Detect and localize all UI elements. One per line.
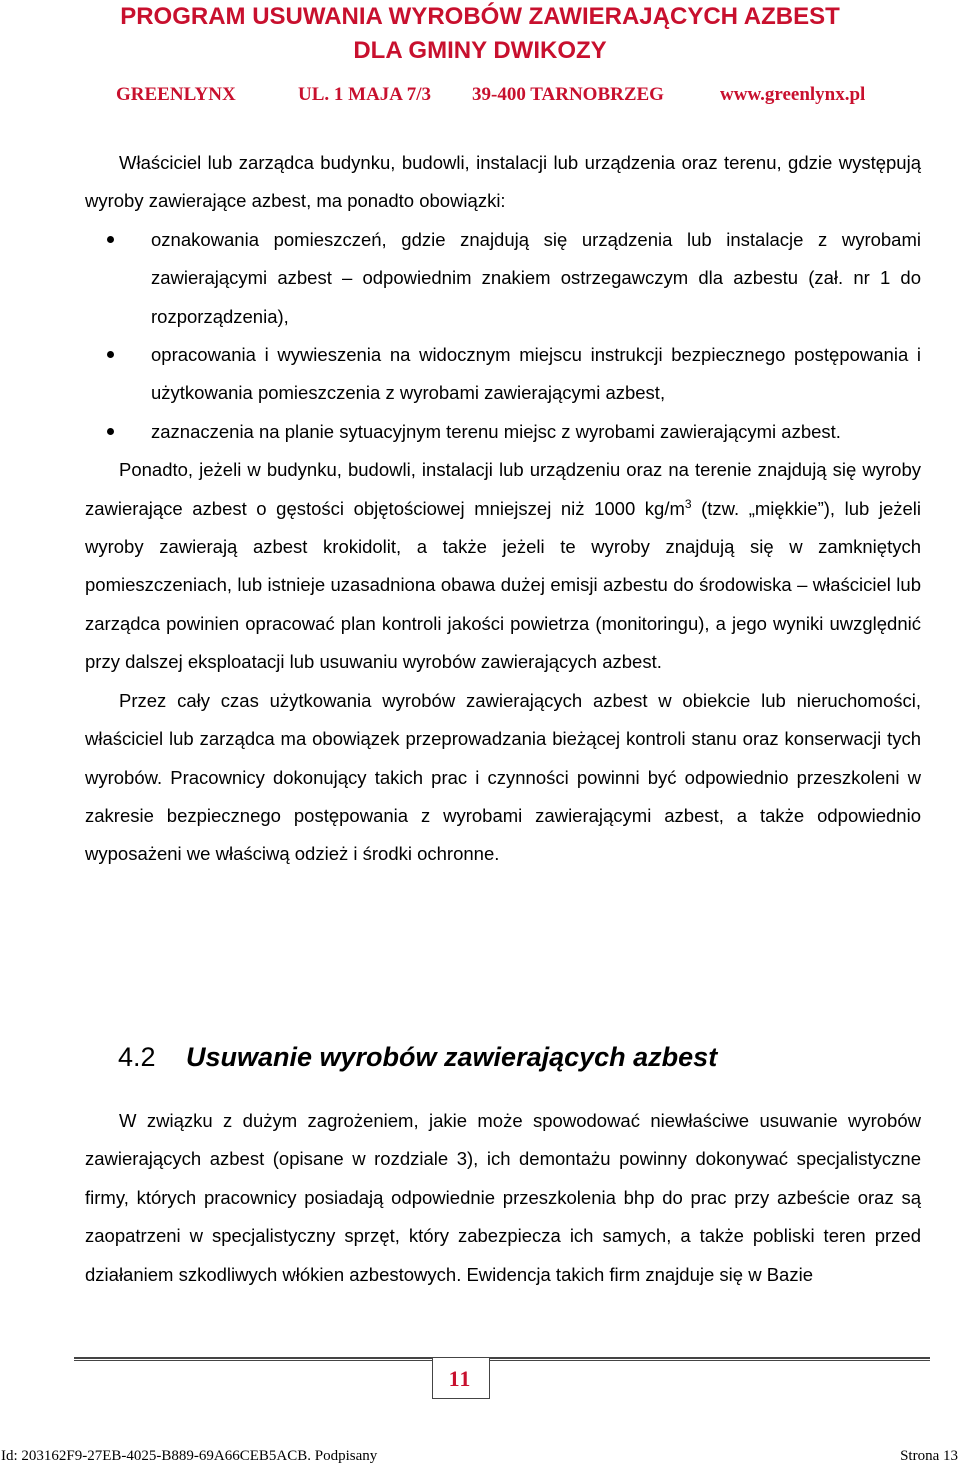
obligations-list: [85, 221, 921, 451]
list-item: oznakowania pomieszczeń, gdzie znajdują się urządzenia lub instalacje z wyrobami zawierającymi azbest – odpowiednim znakiem ostrzegawczym dla azbestu (zał. nr 1 do rozporządzenia),: [151, 221, 921, 336]
footer-rule: [74, 1360, 930, 1361]
intro-block: [85, 144, 921, 874]
paragraph-maintenance: Przez cały czas użytkowania wyrobów zawierających azbest w obiekcie lub nieruchomości, właściciel lub zarządca ma obowiązek przeprowadzania bieżącej kontroli stanu oraz konserwacji tych wyrobów. Pracownicy dokonujący takich prac i czynności powinni być odpowiednio przeszkoleni w zakresie bezpiecznego postępowania z wyrobami zawierającymi azbest, a także odpowiednio wyposażeni we właściwą odzież i środki ochronne.: [85, 689, 921, 865]
list-item: opracowania i wywieszenia na widocznym miejscu instrukcji bezpiecznego postępowania i użytkowania pomieszczenia z wyrobami zawierającymi azbest,: [151, 336, 921, 413]
header-contact: [116, 82, 916, 108]
page-logo: 11: [448, 1366, 472, 1391]
section-heading: [118, 1034, 878, 1080]
section-title: Usuwanie wyrobów zawierających azbest: [186, 1042, 718, 1072]
intro-paragraph: Właściciel lub zarządca budynku, budowli, instalacji lub urządzenia oraz terenu, gdzie występują wyroby zawierające azbest, ma ponadto obowiązki:: [85, 152, 921, 212]
document-id: Id: 203162F9-27EB-4025-B889-69A66CEB5ACB. Podpisany: [1, 1448, 378, 1464]
paragraph-text: (tzw. „miękkie”), lub jeżeli wyroby zawierają azbest krokidolit, a także jeżeli te wyroby znajdują się w zamkniętych pomieszczeniach, lub istnieje uzasadniona obawa dużej emisji azbestu do środowiska – właściciel lub zarządca powinien opracować plan kontroli jakości powietrza (monitoringu), a jego wyniki uwzględnić przy dalszej eksploatacji lub usuwaniu wyrobów zawierających azbest.: [85, 497, 921, 673]
paragraph-removal: W związku z dużym zagrożeniem, jakie może spowodować niewłaściwe usuwanie wyrobów zawierających azbest (opisane w rozdziale 3), ich demontażu powinny dokonywać specjalistyczne firmy, których pracownicy posiadają odpowiednie przeszkolenia bhp do prac przy azbeście oraz są zaopatrzeni w specjalistyczny sprzęt, który zabezpiecza ich samych, a także pobliski teren przed działaniem szkodliwych włókien azbestowych. Ewidencja takich firm znajduje się w Bazie: [85, 1110, 921, 1285]
header-company: GREENLYNX: [116, 84, 236, 105]
header-title-line1: PROGRAM USUWANIA WYROBÓW ZAWIERAJĄCYCH AZBEST: [120, 3, 840, 30]
paragraph-soft-asbestos: [85, 451, 921, 681]
header-city: 39-400 TARNOBRZEG: [472, 84, 664, 105]
header-title-line2: DLA GMINY DWIKOZY: [353, 37, 607, 64]
removal-block: [85, 1102, 921, 1294]
list-item: zaznaczenia na planie sytuacyjnym terenu miejsc z wyrobami zawierającymi azbest.: [151, 413, 921, 451]
superscript: 3: [684, 496, 692, 511]
header-website: www.greenlynx.pl: [720, 84, 866, 105]
footer: [0, 1446, 960, 1467]
paragraph-text: Ponadto, jeżeli w budynku, budowli, instalacji lub urządzeniu oraz na terenie znajdują się wyroby zawierające azbest o gęstości objętościowej mniejszej niż 1000 kg/m: [85, 459, 921, 519]
header-street: UL. 1 MAJA 7/3: [298, 84, 431, 105]
section-number: 4.2: [118, 1042, 156, 1072]
page-number: Strona 13: [900, 1448, 958, 1464]
footer-rule: [74, 1357, 930, 1359]
